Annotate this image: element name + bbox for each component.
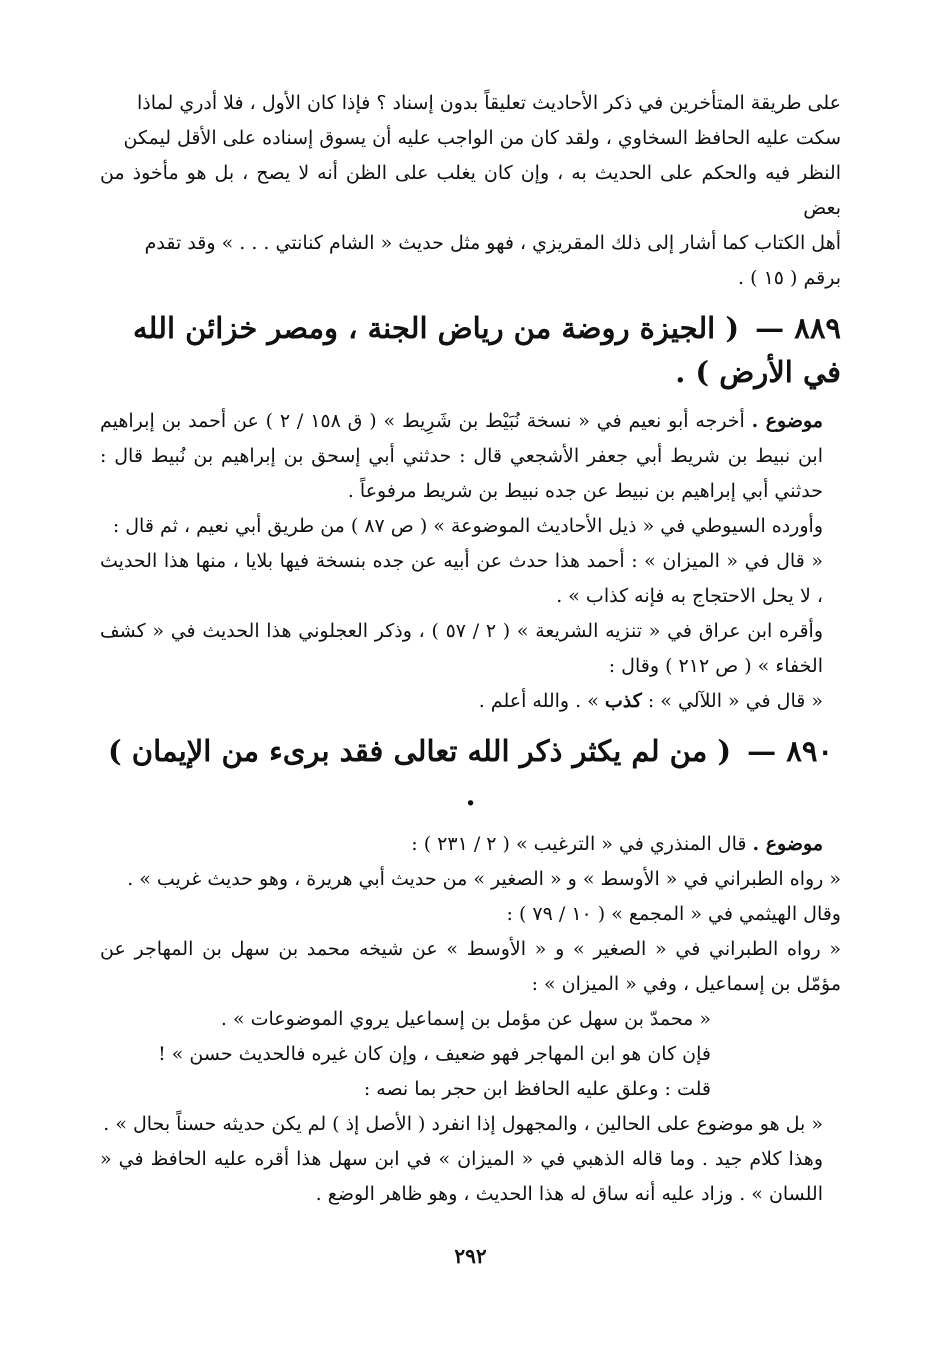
page-body <box>100 86 841 1212</box>
paragraph-text: قال المنذري في « الترغيب » ( ٢ / ٢٣١ ) : <box>411 833 747 855</box>
quote-paragraph: « رواه الطبراني في « الأوسط » و « الصغير » من حديث أبي هريرة ، وهو حديث غريب » . <box>127 868 841 890</box>
hadith-heading <box>100 729 841 817</box>
quote-paragraph <box>100 684 841 719</box>
verdict-label: موضوع . <box>752 833 823 855</box>
paragraph: قلت : وعلق عليه الحافظ ابن حجر بما نصه : <box>363 1078 711 1100</box>
hadith-heading <box>100 306 841 394</box>
hadith-title: ( الجيزة روضة من رياض الجنة ، ومصر خزائن الله في الأرض ) . <box>133 311 841 389</box>
text-line: أهل الكتاب كما أشار إلى ذلك المقريزي ، فهو مثل حديث « الشام كنانتي . . . » وقد تقدم <box>144 232 841 254</box>
text-line: سكت عليه الحافظ السخاوي ، ولقد كان من الواجب عليه أن يسوق إسناده على الأقل ليمكن <box>123 127 841 149</box>
quote-paragraph: « قال في « الميزان » : أحمد هذا حدث عن أبيه عن جده بنسخة فيها بلايا ، منها هذا الحديث ، لا يحل الاحتجاج به فإنه كذاب » . <box>100 550 823 607</box>
text-line: برقم ( ١٥ ) . <box>738 267 841 289</box>
paragraph: وأقره ابن عراق في « تنزيه الشريعة » ( ٢ / ٥٧ ) ، وذكر العجلوني هذا الحديث في « كشف الخفاء » ( ص ٢١٢ ) وقال : <box>100 620 823 677</box>
hadith-889 <box>100 306 841 719</box>
paragraph-text: أخرجه أبو نعيم في « نسخة نُبَيْط بن شَرِيط » ( ق ١٥٨ / ٢ ) عن أحمد بن إبراهيم ابن نبيط بن شريط أبي جعفر الأشجعي قال : حدثني أبي إسحق بن إبراهيم بن نُبيط قال : حدثني أبي إبراهيم بن نبيط عن جده نبيط بن شريط مرفوعاً . <box>100 410 823 502</box>
paragraph: وهذا كلام جيد . وما قاله الذهبي في « الميزان » في ابن سهل هذا أقره عليه الحافظ في « اللسان » . وزاد عليه أنه ساق له هذا الحديث ، وهو ظاهر الوضع . <box>100 1148 823 1205</box>
text-line: على طريقة المتأخرين في ذكر الأحاديث تعليقاً بدون إسناد ؟ فإذا كان الأول ، فلا أدري لماذا <box>137 92 841 114</box>
paragraph: وقال الهيثمي في « المجمع » ( ١٠ / ٧٩ ) : <box>506 903 841 925</box>
hadith-title: ( من لم يكثر ذكر الله تعالى فقد برىء من الإيمان ) . <box>107 734 732 812</box>
quote-text: » . والله أعلم . <box>478 690 599 712</box>
hadith-source-paragraph <box>100 404 841 509</box>
quote-paragraph: « رواه الطبراني في « الصغير » و « الأوسط » عن شيخه محمد بن سهل بن المهاجر عن مؤمّل بن إسماعيل ، وفي « الميزان » : <box>100 938 841 995</box>
paragraph: وأورده السيوطي في « ذيل الأحاديث الموضوعة » ( ص ٨٧ ) من طريق أبي نعيم ، ثم قال : <box>112 515 823 537</box>
quote-paragraph: « محمدّ بن سهل عن مؤمل بن إسماعيل يروي الموضوعات » . <box>220 1008 711 1030</box>
quote-paragraph: « بل هو موضوع على الحالين ، والمجهول إذا انفرد ( الأصل إذ ) لم يكن حديثه حسناً بحال » . <box>103 1113 823 1135</box>
hadith-number: ٨٨٩ — <box>755 311 841 345</box>
verdict-label: موضوع . <box>751 410 823 432</box>
page-number: ٢٩٢ <box>454 1244 487 1268</box>
quote-text: « قال في « اللآلي » : <box>647 690 823 712</box>
text-line: النظر فيه والحكم على الحديث به ، وإن كان يغلب على الظن أنه لا يصح ، بل هو مأخوذ من بعض <box>100 162 841 219</box>
quote-paragraph: فإن كان هو ابن المهاجر فهو ضعيف ، وإن كان غيره فالحديث حسن » ! <box>158 1043 711 1065</box>
hadith-source-paragraph <box>100 827 841 862</box>
verdict-word: كذب <box>604 690 642 712</box>
intro-paragraph <box>100 86 841 296</box>
hadith-890 <box>100 729 841 1212</box>
hadith-number: ٨٩٠ — <box>747 734 834 768</box>
